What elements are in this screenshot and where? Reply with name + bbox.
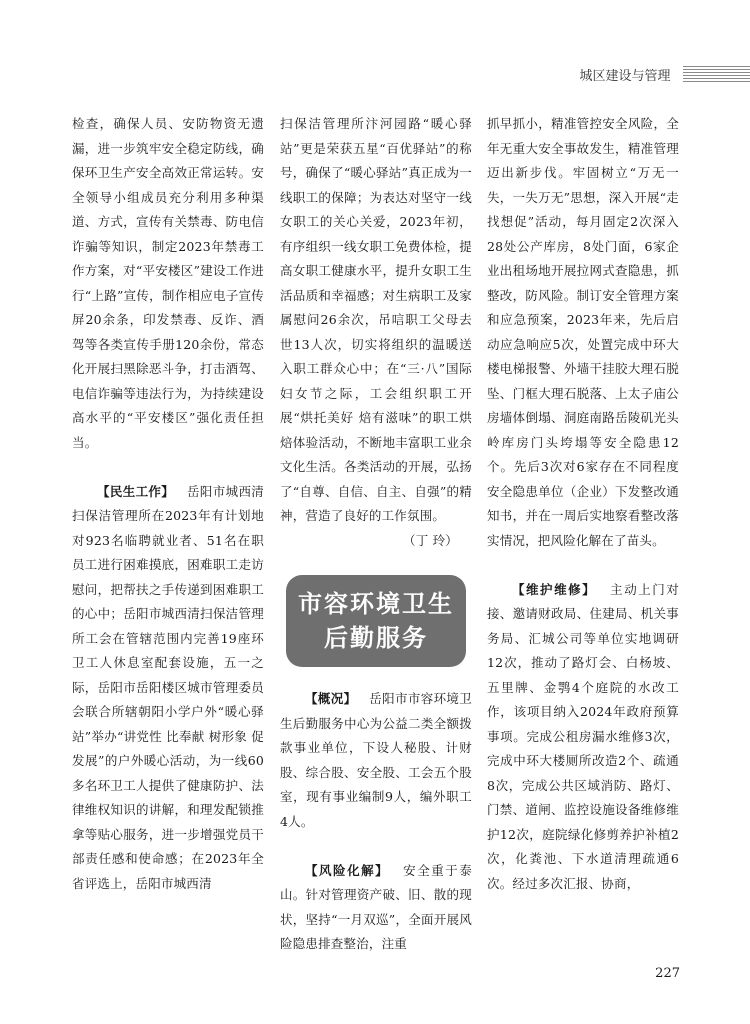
header-decorative-lines bbox=[683, 66, 750, 84]
paragraph-risk-continued: 抓早抓小，精准管控安全风险，全年无重大安全事故发生，精准管理迈出新步伐。牢固树立“万无一失，一失万无”思想，深入开展“走找想促”活动，每月固定2次深入28处公产库房，8处门面，6家企业出租场地开展拉网式查隐患，抓整改，防风险。制订安全管理方案和应急预案，2023年来，先后启动应急响应5次，处置完成中环大楼电梯报警、外墙干挂胶大理石脱坠、门框大理石脱落、上太子庙公房墙体倒塌、洞庭南路岳陵矶光头岭库房门头垮塌等安全隐患12个。先后3次对6家存在不同程度安全隐患单位（企业）下发整改通知书，并在一周后实地察看整改落实情况，把风险化解在了苗头。 bbox=[487, 116, 679, 548]
text-column-1 bbox=[72, 112, 264, 896]
paragraph-livelihood bbox=[72, 480, 264, 897]
section-title-line-1: 市容环境卫生 bbox=[298, 589, 454, 618]
subheading-overview: 【概况】 bbox=[305, 691, 357, 706]
section-title-line-2: 后勤服务 bbox=[324, 623, 428, 652]
subheading-risk: 【风险化解】 bbox=[305, 862, 390, 878]
paragraph-overview bbox=[280, 687, 472, 834]
paragraph-overview-body: 岳阳市市容环境卫生后勤服务中心为公益二类全额拨款事业单位，下设人秘股、计财股、综合股、安全股、工会五个股室，现有事业编制9人，编外职工4人。 bbox=[280, 691, 472, 829]
subheading-maintenance: 【维护维修】 bbox=[512, 581, 597, 597]
section-title-box bbox=[286, 575, 466, 667]
paragraph-safety-continued: 检查，确保人员、安防物资无遗漏，进一步筑牢安全稳定防线，确保环卫生产安全高效正常运转。安全领导小组成员充分利用多种渠道、方式，宣传有关禁毒、防电信诈骗等知识，制定2023年禁毒工作方案，对“平安楼区”建设工作进行“上路”宣传，制作相应电子宣传屏20余条，印发禁毒、反诈、酒驾等各类宣传手册120余份，常态化开展扫黑除恶斗争，打击酒驾、电信诈骗等违法行为，为持续建设高水平的“平安楼区”强化责任担当。 bbox=[72, 116, 264, 450]
text-column-3 bbox=[487, 112, 679, 896]
paragraph-maintenance bbox=[487, 578, 679, 897]
subheading-livelihood: 【民生工作】 bbox=[97, 483, 175, 499]
paragraph-risk-body: 安全重于泰山。针对管理资产破、旧、散的现状，坚持“一月双巡”，全面开展风险隐患排查整治，注重 bbox=[280, 862, 472, 951]
paragraph-livelihood-body: 岳阳市城西清扫保洁管理所在2023年有计划地对923名临聘就业者、51名在职员工进行困难摸底，困难职工走访慰问，把帮扶之手传递到困难职工的心中；岳阳市城西清扫保洁管理所工会在管辖范围内完善19座环卫工人休息室配套设施，五一之际，岳阳市岳阳楼区城市管理委员会联合所辖朝阳小学户外“暖心驿站”举办“讲党性 比奉献 树形象 促发展”的户外暖心活动，为一线60多名环卫工人提供了健康防护、法律维权知识的讲解，和理发配锁推拿等贴心服务，进一步增强党员干部责任感和使命感；在2023年全省评选上，岳阳市城西清 bbox=[72, 483, 265, 891]
paragraph-livelihood-continued: 扫保洁管理所汴河园路“暖心驿站”更是荣获五星“百优驿站”的称号，确保了“暖心驿站”真正成为一线职工的保障；为表达对坚守一线女职工的关心关爱，2023年初，有序组织一线女职工免费体检，提高女职工健康水平，提升女职工生活品质和幸福感；对生病职工及家属慰问26余次，吊唁职工父母去世13人次，切实将组织的温暖送入职工群众心中；在“三·八”国际妇女节之际，工会组织职工开展“烘托美好 焙有滋味”的职工烘焙体验活动，不断地丰富职工业余文化生活。各类活动的开展，弘扬了“自尊、自信、自主、自强”的精神，营造了良好的工作氛围。 bbox=[280, 116, 472, 523]
section-header-title: 城区建设与管理 bbox=[579, 69, 671, 84]
text-column-2 bbox=[280, 112, 472, 957]
paragraph-risk bbox=[280, 859, 472, 957]
page-number: 227 bbox=[655, 966, 680, 981]
paragraph-maintenance-body: 主动上门对接、邀请财政局、住建局、机关事务局、汇城公司等单位实地调研12次，推动了路灯会、白杨坡、五里牌、金鹗4个庭院的水改工作，该项目纳入2024年政府预算事项。完成公租房漏水维修3次，完成中环大楼厕所改造2个、疏通8次，完成公共区域消防、路灯、门禁、道闸、监控设施设备维修维护12次，庭院绿化修剪养护补植2次，化粪池、下水道清理疏通6次。经过多次汇报、协商， bbox=[487, 581, 679, 891]
author-signature: （丁 玲） bbox=[403, 532, 458, 548]
